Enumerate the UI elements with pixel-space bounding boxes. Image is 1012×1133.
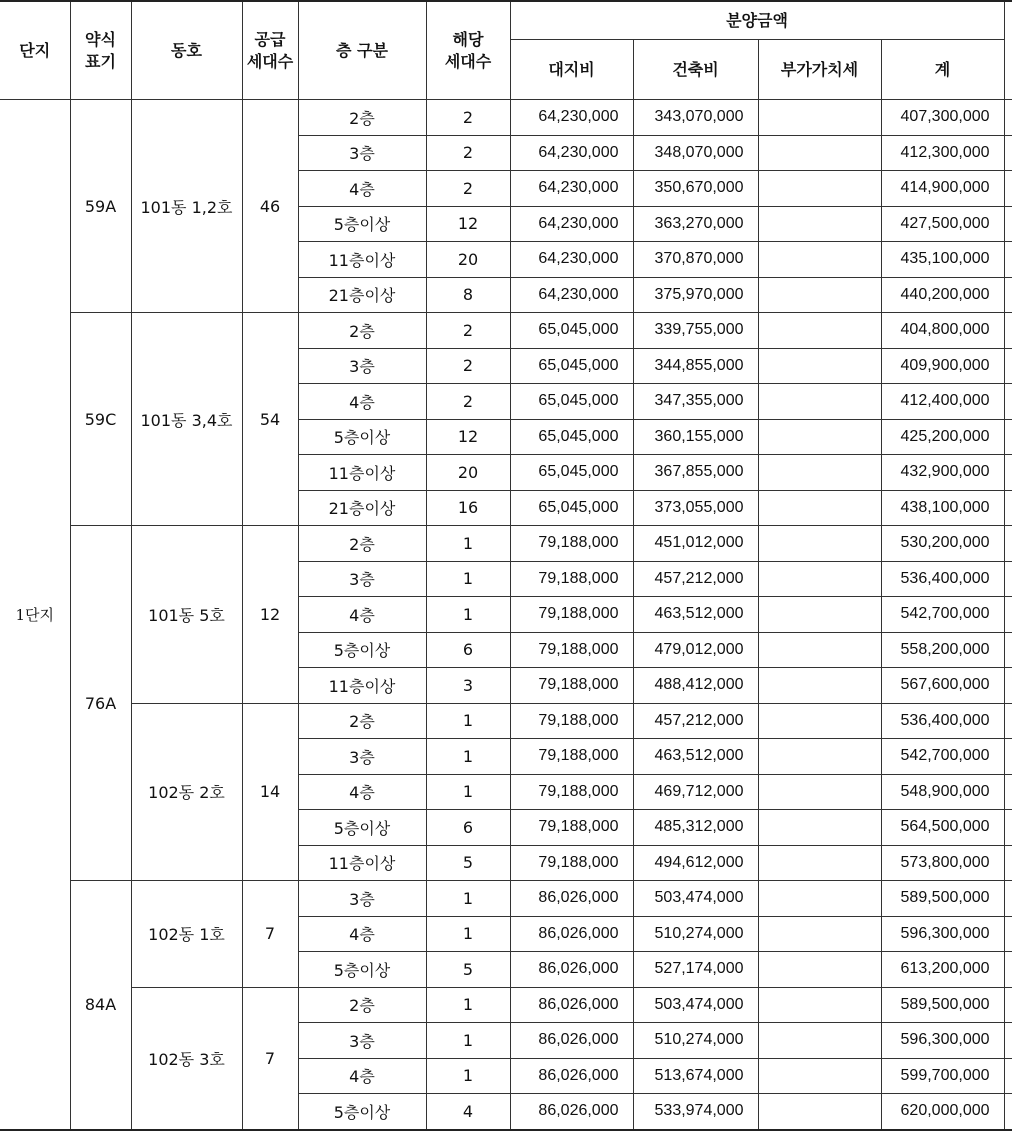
cell-edge xyxy=(1004,313,1012,349)
cell-floor: 2층 xyxy=(298,703,426,739)
cell-units: 16 xyxy=(426,490,510,526)
cell-edge xyxy=(1004,668,1012,704)
cell-building: 350,670,000 xyxy=(633,171,758,207)
cell-floor: 5층이상 xyxy=(298,632,426,668)
cell-dongho: 101동 1,2호 xyxy=(131,100,242,313)
cell-vat xyxy=(758,206,881,242)
cell-edge xyxy=(1004,384,1012,420)
cell-total: 412,300,000 xyxy=(881,135,1004,171)
cell-floor: 11층이상 xyxy=(298,455,426,491)
header-dongho: 동호 xyxy=(131,1,242,100)
cell-land: 65,045,000 xyxy=(510,419,633,455)
cell-total: 425,200,000 xyxy=(881,419,1004,455)
cell-building: 485,312,000 xyxy=(633,810,758,846)
cell-units: 8 xyxy=(426,277,510,313)
cell-land: 65,045,000 xyxy=(510,490,633,526)
cell-land: 65,045,000 xyxy=(510,455,633,491)
cell-land: 86,026,000 xyxy=(510,881,633,917)
cell-vat xyxy=(758,277,881,313)
cell-floor: 11층이상 xyxy=(298,668,426,704)
cell-danji: 1단지 xyxy=(0,100,70,1130)
cell-total: 409,900,000 xyxy=(881,348,1004,384)
cell-edge xyxy=(1004,100,1012,136)
cell-building: 373,055,000 xyxy=(633,490,758,526)
header-units-line2: 세대수 xyxy=(444,51,492,71)
cell-units: 20 xyxy=(426,242,510,278)
cell-land: 79,188,000 xyxy=(510,810,633,846)
cell-units: 1 xyxy=(426,774,510,810)
cell-floor: 21층이상 xyxy=(298,277,426,313)
cell-vat xyxy=(758,490,881,526)
cell-total: 620,000,000 xyxy=(881,1094,1004,1130)
cell-land: 79,188,000 xyxy=(510,668,633,704)
cell-units: 1 xyxy=(426,987,510,1023)
cell-building: 339,755,000 xyxy=(633,313,758,349)
cell-edge xyxy=(1004,242,1012,278)
cell-vat xyxy=(758,313,881,349)
cell-edge xyxy=(1004,597,1012,633)
cell-vat xyxy=(758,703,881,739)
cell-total: 438,100,000 xyxy=(881,490,1004,526)
cell-edge xyxy=(1004,632,1012,668)
cell-floor: 2층 xyxy=(298,526,426,562)
header-units xyxy=(426,1,510,100)
cell-land: 79,188,000 xyxy=(510,845,633,881)
cell-land: 65,045,000 xyxy=(510,348,633,384)
cell-total: 596,300,000 xyxy=(881,1023,1004,1059)
cell-total: 530,200,000 xyxy=(881,526,1004,562)
cell-building: 527,174,000 xyxy=(633,952,758,988)
cell-building: 503,474,000 xyxy=(633,881,758,917)
cell-units: 1 xyxy=(426,916,510,952)
cell-floor: 4층 xyxy=(298,774,426,810)
cell-edge xyxy=(1004,845,1012,881)
cell-total: 536,400,000 xyxy=(881,703,1004,739)
cell-total: 542,700,000 xyxy=(881,739,1004,775)
header-land: 대지비 xyxy=(510,40,633,100)
cell-building: 513,674,000 xyxy=(633,1058,758,1094)
cell-building: 479,012,000 xyxy=(633,632,758,668)
table-row xyxy=(0,313,1012,349)
cell-units: 1 xyxy=(426,739,510,775)
cell-total: 536,400,000 xyxy=(881,561,1004,597)
table-row xyxy=(0,100,1012,136)
cell-total: 548,900,000 xyxy=(881,774,1004,810)
cell-type: 59A xyxy=(70,100,131,313)
cell-units: 12 xyxy=(426,206,510,242)
cell-units: 5 xyxy=(426,845,510,881)
cell-building: 344,855,000 xyxy=(633,348,758,384)
cell-floor: 4층 xyxy=(298,1058,426,1094)
cell-land: 86,026,000 xyxy=(510,952,633,988)
cell-units: 1 xyxy=(426,1058,510,1094)
cell-units: 1 xyxy=(426,561,510,597)
cell-edge xyxy=(1004,1023,1012,1059)
header-price-group: 분양금액 xyxy=(510,1,1004,40)
cell-floor: 2층 xyxy=(298,100,426,136)
cell-type: 84A xyxy=(70,881,131,1130)
cell-units: 1 xyxy=(426,1023,510,1059)
cell-units: 2 xyxy=(426,348,510,384)
cell-floor: 11층이상 xyxy=(298,242,426,278)
cell-supply: 54 xyxy=(242,313,298,526)
cell-vat xyxy=(758,774,881,810)
cell-building: 533,974,000 xyxy=(633,1094,758,1130)
cell-units: 6 xyxy=(426,810,510,846)
cell-vat xyxy=(758,632,881,668)
header-supply-line1: 공급 xyxy=(254,29,286,49)
cell-type: 59C xyxy=(70,313,131,526)
cell-total: 613,200,000 xyxy=(881,952,1004,988)
cell-edge xyxy=(1004,739,1012,775)
cell-building: 463,512,000 xyxy=(633,597,758,633)
cell-units: 1 xyxy=(426,703,510,739)
cell-total: 558,200,000 xyxy=(881,632,1004,668)
cell-floor: 4층 xyxy=(298,171,426,207)
cell-edge xyxy=(1004,171,1012,207)
cell-building: 360,155,000 xyxy=(633,419,758,455)
cell-total: 542,700,000 xyxy=(881,597,1004,633)
cell-edge xyxy=(1004,419,1012,455)
cell-building: 469,712,000 xyxy=(633,774,758,810)
cell-land: 86,026,000 xyxy=(510,987,633,1023)
cell-total: 589,500,000 xyxy=(881,987,1004,1023)
cell-building: 367,855,000 xyxy=(633,455,758,491)
header-type-line2: 표기 xyxy=(85,51,116,71)
header-floor: 층 구분 xyxy=(298,1,426,100)
cell-land: 79,188,000 xyxy=(510,774,633,810)
cell-dongho: 102동 1호 xyxy=(131,881,242,988)
cell-vat xyxy=(758,916,881,952)
cell-total: 589,500,000 xyxy=(881,881,1004,917)
cell-land: 64,230,000 xyxy=(510,206,633,242)
header-building: 건축비 xyxy=(633,40,758,100)
cell-building: 347,355,000 xyxy=(633,384,758,420)
cell-land: 86,026,000 xyxy=(510,916,633,952)
cell-supply: 7 xyxy=(242,987,298,1130)
cell-land: 64,230,000 xyxy=(510,242,633,278)
cell-total: 596,300,000 xyxy=(881,916,1004,952)
cell-vat xyxy=(758,242,881,278)
cell-land: 79,188,000 xyxy=(510,632,633,668)
cell-land: 65,045,000 xyxy=(510,384,633,420)
cell-floor: 5층이상 xyxy=(298,952,426,988)
cell-building: 363,270,000 xyxy=(633,206,758,242)
cell-vat xyxy=(758,668,881,704)
cell-vat xyxy=(758,1094,881,1130)
cell-floor: 3층 xyxy=(298,561,426,597)
cell-units: 1 xyxy=(426,597,510,633)
cell-land: 86,026,000 xyxy=(510,1094,633,1130)
cell-building: 375,970,000 xyxy=(633,277,758,313)
header-type xyxy=(70,1,131,100)
cell-vat xyxy=(758,845,881,881)
cell-floor: 3층 xyxy=(298,881,426,917)
cell-units: 2 xyxy=(426,171,510,207)
cell-total: 599,700,000 xyxy=(881,1058,1004,1094)
cell-vat xyxy=(758,739,881,775)
cell-vat xyxy=(758,561,881,597)
header-units-line1: 해당 xyxy=(452,29,484,49)
cell-units: 6 xyxy=(426,632,510,668)
cell-edge xyxy=(1004,490,1012,526)
cell-dongho: 102동 2호 xyxy=(131,703,242,881)
cell-land: 79,188,000 xyxy=(510,597,633,633)
cell-vat xyxy=(758,171,881,207)
cell-total: 567,600,000 xyxy=(881,668,1004,704)
cell-total: 564,500,000 xyxy=(881,810,1004,846)
cell-land: 79,188,000 xyxy=(510,561,633,597)
cell-units: 5 xyxy=(426,952,510,988)
cell-building: 348,070,000 xyxy=(633,135,758,171)
cell-land: 64,230,000 xyxy=(510,171,633,207)
cell-edge xyxy=(1004,952,1012,988)
cell-floor: 3층 xyxy=(298,739,426,775)
cell-vat xyxy=(758,135,881,171)
cell-units: 20 xyxy=(426,455,510,491)
cell-dongho: 101동 5호 xyxy=(131,526,242,704)
cell-vat xyxy=(758,100,881,136)
cell-edge xyxy=(1004,455,1012,491)
cell-total: 412,400,000 xyxy=(881,384,1004,420)
cell-edge xyxy=(1004,916,1012,952)
cell-building: 457,212,000 xyxy=(633,703,758,739)
cell-floor: 11층이상 xyxy=(298,845,426,881)
cell-land: 64,230,000 xyxy=(510,277,633,313)
cell-edge xyxy=(1004,206,1012,242)
cell-total: 573,800,000 xyxy=(881,845,1004,881)
cell-supply: 12 xyxy=(242,526,298,704)
cell-land: 79,188,000 xyxy=(510,739,633,775)
cell-building: 451,012,000 xyxy=(633,526,758,562)
cell-building: 494,612,000 xyxy=(633,845,758,881)
cell-floor: 5층이상 xyxy=(298,419,426,455)
cell-building: 510,274,000 xyxy=(633,1023,758,1059)
cell-building: 463,512,000 xyxy=(633,739,758,775)
cell-vat xyxy=(758,987,881,1023)
table-row xyxy=(0,526,1012,562)
cell-floor: 21층이상 xyxy=(298,490,426,526)
cell-floor: 5층이상 xyxy=(298,810,426,846)
table-row xyxy=(0,987,1012,1023)
cell-vat xyxy=(758,1058,881,1094)
cell-edge xyxy=(1004,987,1012,1023)
cell-vat xyxy=(758,455,881,491)
header-type-line1: 약식 xyxy=(85,29,116,49)
cell-supply: 14 xyxy=(242,703,298,881)
cell-edge xyxy=(1004,881,1012,917)
cell-edge xyxy=(1004,1094,1012,1130)
cell-supply: 7 xyxy=(242,881,298,988)
table-row xyxy=(0,881,1012,917)
cell-land: 64,230,000 xyxy=(510,135,633,171)
cell-vat xyxy=(758,952,881,988)
cell-vat xyxy=(758,348,881,384)
cell-units: 4 xyxy=(426,1094,510,1130)
header-edge xyxy=(1004,1,1012,100)
cell-land: 65,045,000 xyxy=(510,313,633,349)
cell-vat xyxy=(758,597,881,633)
cell-vat xyxy=(758,881,881,917)
cell-floor: 3층 xyxy=(298,135,426,171)
cell-floor: 3층 xyxy=(298,348,426,384)
cell-units: 12 xyxy=(426,419,510,455)
cell-total: 407,300,000 xyxy=(881,100,1004,136)
cell-type: 76A xyxy=(70,526,131,881)
cell-total: 440,200,000 xyxy=(881,277,1004,313)
cell-vat xyxy=(758,810,881,846)
cell-building: 503,474,000 xyxy=(633,987,758,1023)
cell-building: 488,412,000 xyxy=(633,668,758,704)
cell-units: 1 xyxy=(426,881,510,917)
cell-dongho: 102동 3호 xyxy=(131,987,242,1130)
cell-supply: 46 xyxy=(242,100,298,313)
cell-floor: 5층이상 xyxy=(298,206,426,242)
header-total: 계 xyxy=(881,40,1004,100)
cell-edge xyxy=(1004,135,1012,171)
cell-total: 432,900,000 xyxy=(881,455,1004,491)
cell-floor: 5층이상 xyxy=(298,1094,426,1130)
cell-land: 79,188,000 xyxy=(510,703,633,739)
cell-units: 2 xyxy=(426,135,510,171)
cell-units: 2 xyxy=(426,384,510,420)
cell-total: 404,800,000 xyxy=(881,313,1004,349)
cell-building: 457,212,000 xyxy=(633,561,758,597)
cell-floor: 2층 xyxy=(298,313,426,349)
header-supply-line2: 세대수 xyxy=(246,51,294,71)
cell-floor: 4층 xyxy=(298,916,426,952)
cell-units: 2 xyxy=(426,313,510,349)
cell-total: 435,100,000 xyxy=(881,242,1004,278)
cell-building: 370,870,000 xyxy=(633,242,758,278)
cell-edge xyxy=(1004,348,1012,384)
cell-edge xyxy=(1004,810,1012,846)
cell-edge xyxy=(1004,526,1012,562)
cell-building: 343,070,000 xyxy=(633,100,758,136)
cell-units: 2 xyxy=(426,100,510,136)
header-supply xyxy=(242,1,298,100)
cell-vat xyxy=(758,526,881,562)
cell-land: 86,026,000 xyxy=(510,1058,633,1094)
cell-total: 414,900,000 xyxy=(881,171,1004,207)
cell-vat xyxy=(758,384,881,420)
cell-floor: 3층 xyxy=(298,1023,426,1059)
cell-edge xyxy=(1004,277,1012,313)
cell-building: 510,274,000 xyxy=(633,916,758,952)
cell-vat xyxy=(758,1023,881,1059)
cell-vat xyxy=(758,419,881,455)
cell-units: 3 xyxy=(426,668,510,704)
cell-land: 86,026,000 xyxy=(510,1023,633,1059)
cell-floor: 4층 xyxy=(298,384,426,420)
header-danji: 단지 xyxy=(0,1,70,100)
cell-edge xyxy=(1004,703,1012,739)
cell-floor: 4층 xyxy=(298,597,426,633)
cell-units: 1 xyxy=(426,526,510,562)
cell-total: 427,500,000 xyxy=(881,206,1004,242)
cell-land: 79,188,000 xyxy=(510,526,633,562)
cell-edge xyxy=(1004,1058,1012,1094)
header-vat: 부가가치세 xyxy=(758,40,881,100)
cell-dongho: 101동 3,4호 xyxy=(131,313,242,526)
cell-floor: 2층 xyxy=(298,987,426,1023)
cell-edge xyxy=(1004,561,1012,597)
cell-land: 64,230,000 xyxy=(510,100,633,136)
cell-edge xyxy=(1004,774,1012,810)
table-row xyxy=(0,703,1012,739)
